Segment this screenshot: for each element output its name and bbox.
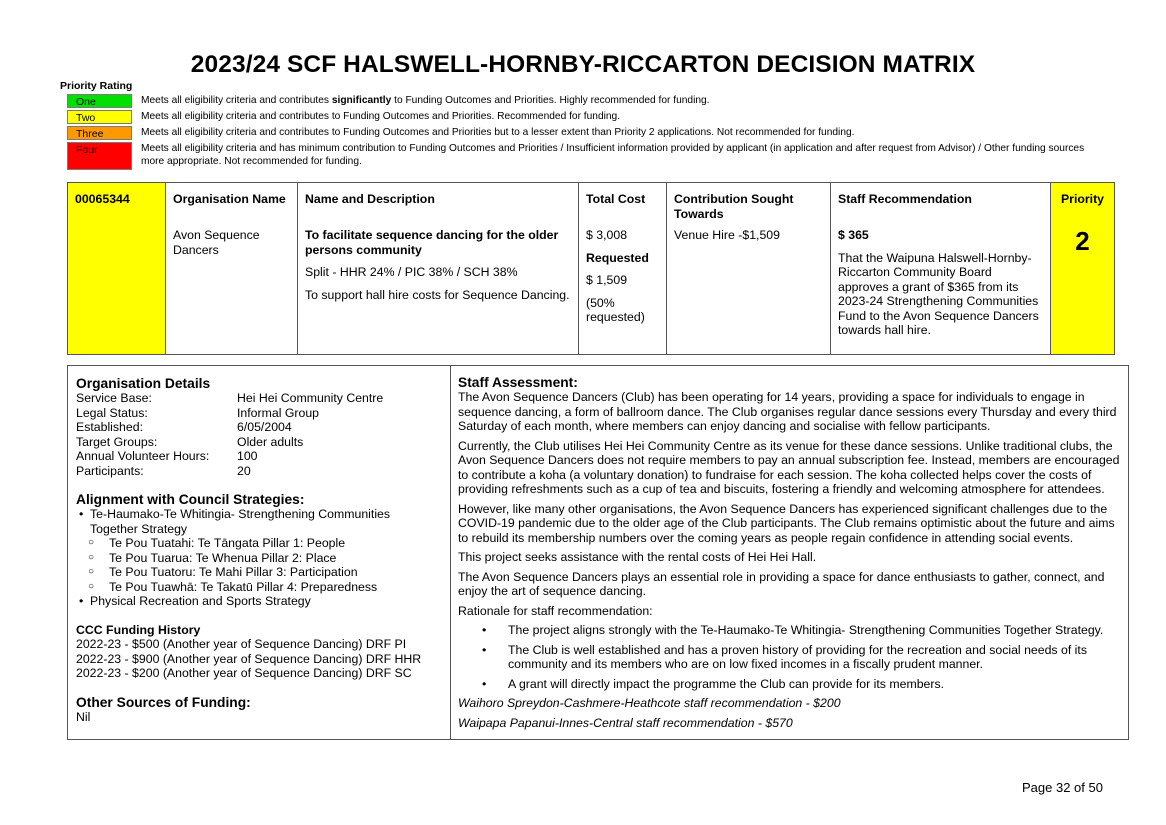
organisation-cell — [166, 183, 298, 354]
application-id-cell — [68, 183, 166, 354]
list-item: ○ Te Pou Tuatoru: Te Mahi Pillar 3: Participation — [76, 565, 443, 580]
organisation-name: Avon Sequence Dancers — [173, 228, 260, 257]
legend-text-three: Meets all eligibility criteria and contributes to Funding Outcomes and Priorities but to a lesser extent than Priority 2 applications. Not recommended for funding. — [141, 127, 855, 138]
application-id: 00065344 — [75, 192, 130, 206]
legend-swatch-one: One — [67, 94, 132, 108]
assessment-paragraph: The Avon Sequence Dancers (Club) has been operating for 14 years, providing a space for individuals to engage in sequence dancing, a form of ballroom dance. The Club organises regular dance sessions every Thursday and every third Saturday of each month, where members can enjoy dancing and socialise with fellow participants. — [458, 390, 1117, 433]
legend-heading: Priority Rating — [60, 80, 133, 92]
other-sources-heading: Other Sources of Funding: — [76, 694, 251, 710]
detail-row: Service Base: Hei Hei Community Centre — [76, 391, 384, 405]
details-panel — [67, 365, 1129, 740]
legend-swatch-three: Three — [67, 126, 132, 140]
funding-history-line: 2022-23 - $900 (Another year of Sequence Dancing) DRF HHR — [76, 651, 422, 666]
priority-cell — [1051, 183, 1114, 354]
legend-text-one: Meets all eligibility criteria and contributes significantly to Funding Outcomes and Priorities. Highly recommended for funding. — [141, 95, 710, 106]
application-summary-row — [67, 182, 1115, 355]
legend-text-two: Meets all eligibility criteria and contributes to Funding Outcomes and Priorities. Recommended for funding. — [141, 111, 621, 122]
project-title: To facilitate sequence dancing for the older persons community — [305, 228, 559, 257]
requested-label: Requested — [586, 250, 649, 265]
rationale-item: • The Club is well established and has a proven history of providing for the recreation and social needs of its community and its members who are on low fixed incomes in a fiscally prudent manner. — [458, 643, 1120, 672]
funding-history-line: 2022-23 - $200 (Another year of Sequence Dancing) DRF SC — [76, 666, 412, 680]
assessment-paragraph: This project seeks assistance with the rental costs of Hei Hei Hall. — [458, 550, 817, 564]
list-item: • Te-Haumako-Te Whitingia- Strengthening Communities Together Strategy — [76, 507, 423, 536]
organisation-name-header: Organisation Name — [173, 192, 286, 206]
detail-row: Target Groups: Older adults — [76, 434, 304, 449]
other-board-recommendation: Waipapa Papanui-Innes-Central staff recommendation - $570 — [458, 715, 793, 730]
rationale-item: • The project aligns strongly with the Te-Haumako-Te Whitingia- Strengthening Communities Together Strategy. — [458, 623, 1120, 638]
total-cost-value: $ 3,008 — [586, 228, 628, 242]
list-item: • Physical Recreation and Sports Strategy — [76, 594, 443, 609]
staff-assessment-heading: Staff Assessment: — [458, 375, 578, 390]
legend-swatch-two: Two — [67, 110, 132, 124]
name-description-cell — [298, 183, 579, 354]
recommendation-text: That the Waipuna Halswell-Hornby-Riccarton Community Board approves a grant of $365 from its 2023-24 Strengthening Communities Fund to the Avon Sequence Dancers towards hall hire. — [838, 250, 1039, 337]
recommended-amount: $ 365 — [838, 228, 869, 242]
total-cost-cell — [579, 183, 667, 354]
staff-recommendation-header: Staff Recommendation — [838, 192, 972, 206]
page-number: Page 32 of 50 — [1022, 780, 1103, 795]
project-description: To support hall hire costs for Sequence Dancing. — [305, 287, 570, 302]
contribution-value: Venue Hire -$1,509 — [674, 228, 780, 242]
rationale-item: • A grant will directly impact the programme the Club can provide for its members. — [458, 677, 1120, 692]
organisation-details-heading: Organisation Details — [76, 376, 211, 391]
priority-header: Priority — [1060, 192, 1105, 206]
name-description-header: Name and Description — [305, 192, 435, 206]
assessment-paragraph: However, like many other organisations, the Avon Sequence Dancers has experienced significant challenges due to the COVID-19 pandemic due to the older age of the Club participants. The Club remains optimistic about the future and aims to rebuild its membership numbers over the coming years as people regain confidence in attending social events. — [458, 501, 1115, 545]
other-board-recommendation: Waihoro Spreydon-Cashmere-Heathcote staff recommendation - $200 — [458, 696, 841, 710]
total-cost-header: Total Cost — [586, 192, 646, 206]
legend-swatch-four: Four — [67, 142, 132, 170]
staff-assessment-column — [451, 366, 1128, 739]
priority-value: 2 — [1075, 226, 1090, 256]
assessment-paragraph: The Avon Sequence Dancers plays an essential role in providing a space for dance enthusiasts to gather, connect, and enjoy the art of sequence dancing. — [458, 569, 1105, 598]
list-item: ○ Te Pou Tuatahi: Te Tāngata Pillar 1: People — [76, 536, 443, 551]
list-item: ○ Te Pou Tuawhā: Te Takatū Pillar 4: Preparedness — [76, 580, 443, 595]
requested-amount: $ 1,509 — [586, 273, 628, 287]
organisation-details-column — [68, 366, 451, 739]
list-item: ○ Te Pou Tuarua: Te Whenua Pillar 2: Place — [76, 551, 443, 566]
other-sources-value: Nil — [76, 709, 91, 724]
funding-history-heading: CCC Funding History — [76, 622, 201, 637]
alignment-heading: Alignment with Council Strategies: — [76, 492, 305, 507]
legend-text-four: Meets all eligibility criteria and has minimum contribution to Funding Outcomes and Priorities / Insufficient information provided by applicant (in application and after request from Advisor) / Other funding sources more appropriate. Not recommended for funding. — [141, 143, 1085, 167]
detail-row: Annual Volunteer Hours: 100 — [76, 449, 258, 463]
rationale-heading: Rationale for staff recommendation: — [458, 603, 653, 618]
contribution-header: Contribution Sought Towards — [674, 192, 794, 221]
detail-row: Legal Status: Informal Group — [76, 405, 320, 420]
detail-row: Established: 6/05/2004 — [76, 420, 292, 434]
funding-split: Split - HHR 24% / PIC 38% / SCH 38% — [305, 265, 518, 279]
assessment-paragraph: Currently, the Club utilises Hei Hei Community Centre as its venue for these dance sessions. Unlike traditional clubs, the Avon Sequence Dancers does not require members to pay an annual subscription fee. Instead, members are encouraged to contribute a koha (a voluntary donation) to fundraise for each session. The koha collected helps cover the costs of providing refreshments such as a cup of tea and biscuits, fostering a friendly and welcoming atmosphere for attendees. — [458, 438, 1120, 496]
page-title: 2023/24 SCF HALSWELL-HORNBY-RICCARTON DECISION MATRIX — [190, 51, 976, 78]
detail-row: Participants: 20 — [76, 463, 251, 478]
strategy-list — [76, 507, 443, 609]
funding-history-line: 2022-23 - $500 (Another year of Sequence Dancing) DRF PI — [76, 637, 407, 651]
requested-percent: (50% requested) — [586, 295, 645, 324]
contribution-cell — [667, 183, 831, 354]
staff-recommendation-cell — [831, 183, 1051, 354]
